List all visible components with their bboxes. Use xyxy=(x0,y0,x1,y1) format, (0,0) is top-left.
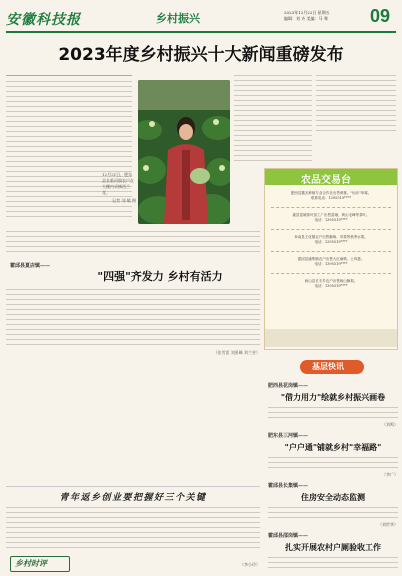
farmer-photo-image xyxy=(138,80,230,224)
market-item xyxy=(269,279,393,289)
opinion-body xyxy=(6,504,260,552)
masthead xyxy=(6,6,396,36)
quick-news-label: 基层快讯 xyxy=(312,361,344,371)
news-headline: "户户通"铺就乡村"幸福路" xyxy=(284,443,382,452)
market-header xyxy=(265,169,397,185)
market-item-text: 肥西县鑫光种植专业合作社出售黄桃、"仙乐"草莓。 xyxy=(290,191,372,195)
news-label: 霍邱县邵岗镇—— xyxy=(268,533,309,539)
market-item-phone: 电话：1395519**** xyxy=(314,240,348,244)
market-item-phone: 电话：1395519**** xyxy=(314,218,348,222)
date-line: 2023年12月22日 星期五 xyxy=(284,10,330,15)
quick-news-header xyxy=(266,358,398,378)
page-number: 09 xyxy=(370,6,391,26)
news-credit: （刘世华） xyxy=(378,522,398,527)
section-name: 乡村振兴 xyxy=(156,12,200,25)
news-headline: "借力用力"绘就乡村振兴画卷 xyxy=(280,393,386,402)
section1-body xyxy=(6,286,260,348)
masthead-rule xyxy=(6,31,396,33)
news-body xyxy=(268,554,398,572)
market-box xyxy=(264,168,398,350)
news-body xyxy=(268,504,398,522)
market-item xyxy=(269,235,393,245)
article-body-col3 xyxy=(316,72,396,132)
market-item-phone: 联系电话：1395519**** xyxy=(310,196,352,200)
column-tag xyxy=(10,556,70,572)
section-headline: "四强"齐发力 乡村有活力 xyxy=(97,270,223,283)
news-body xyxy=(268,404,398,422)
news-credit: （刘鸣） xyxy=(382,422,398,427)
market-separator xyxy=(271,229,391,231)
main-headline: 2023年度乡村振兴十大新闻重磅发布 xyxy=(58,45,344,65)
news-body xyxy=(268,454,398,472)
column-tag-label: 乡村时评 xyxy=(15,558,47,568)
photo-credit: 记者 刘 敏 摄 xyxy=(112,198,136,203)
market-title: 农品交易台 xyxy=(301,175,351,186)
market-item xyxy=(269,257,393,267)
market-item-text: 歙县富硒茶叶加工厂出售富硒、黄山毛峰等茶叶。 xyxy=(292,213,370,217)
market-separator xyxy=(271,251,391,253)
market-item-phone: 电话：1395519**** xyxy=(314,284,348,288)
market-footer xyxy=(265,329,397,347)
news-photo xyxy=(138,80,230,224)
photo-caption-text: 12月21日，肥东县长临河镇农户在大棚内采摘西兰花。 xyxy=(102,172,134,195)
news-label: 肥西县花岗镇—— xyxy=(268,383,309,389)
market-item xyxy=(269,213,393,223)
section-label: 霍邱县夏店镇—— xyxy=(10,263,51,269)
news-label: 霍邱县长集镇—— xyxy=(268,483,309,489)
market-separator xyxy=(271,207,391,209)
market-separator xyxy=(271,273,391,275)
market-item-text: 砀山县长丰乡农户出售砀山酥梨。 xyxy=(304,279,358,283)
date-block xyxy=(284,10,330,22)
news-credit: （李广） xyxy=(382,472,398,477)
market-item-text: 阜南县王化镇农户出售葡萄、苹果等秋季水果。 xyxy=(294,235,368,239)
article-body-lower xyxy=(6,228,260,256)
opinion-credit: （李小玲） xyxy=(240,562,260,567)
newspaper-logo: 安徽科技报 xyxy=(6,12,81,28)
article-body-col2 xyxy=(234,72,312,164)
news-headline: 扎实开展农村户厕验收工作 xyxy=(285,543,381,552)
editor-line: 编辑：刘 卉 美编：马 骞 xyxy=(284,16,328,21)
photo-caption xyxy=(102,172,136,224)
news-headline: 住房安全动态监测 xyxy=(301,493,365,502)
opinion-headline: 青年返乡创业要把握好三个关键 xyxy=(59,493,207,503)
market-item-text: 霍邱县潘集镇农户出售大红麻鸭、土鸡蛋。 xyxy=(297,257,365,261)
market-item xyxy=(269,191,393,201)
section1-credit: （张雪雷 刘景峰 刘兰芳） xyxy=(213,350,260,355)
market-item-phone: 电话：1395519**** xyxy=(314,262,348,266)
news-label: 肥东县三河镇—— xyxy=(268,433,309,439)
